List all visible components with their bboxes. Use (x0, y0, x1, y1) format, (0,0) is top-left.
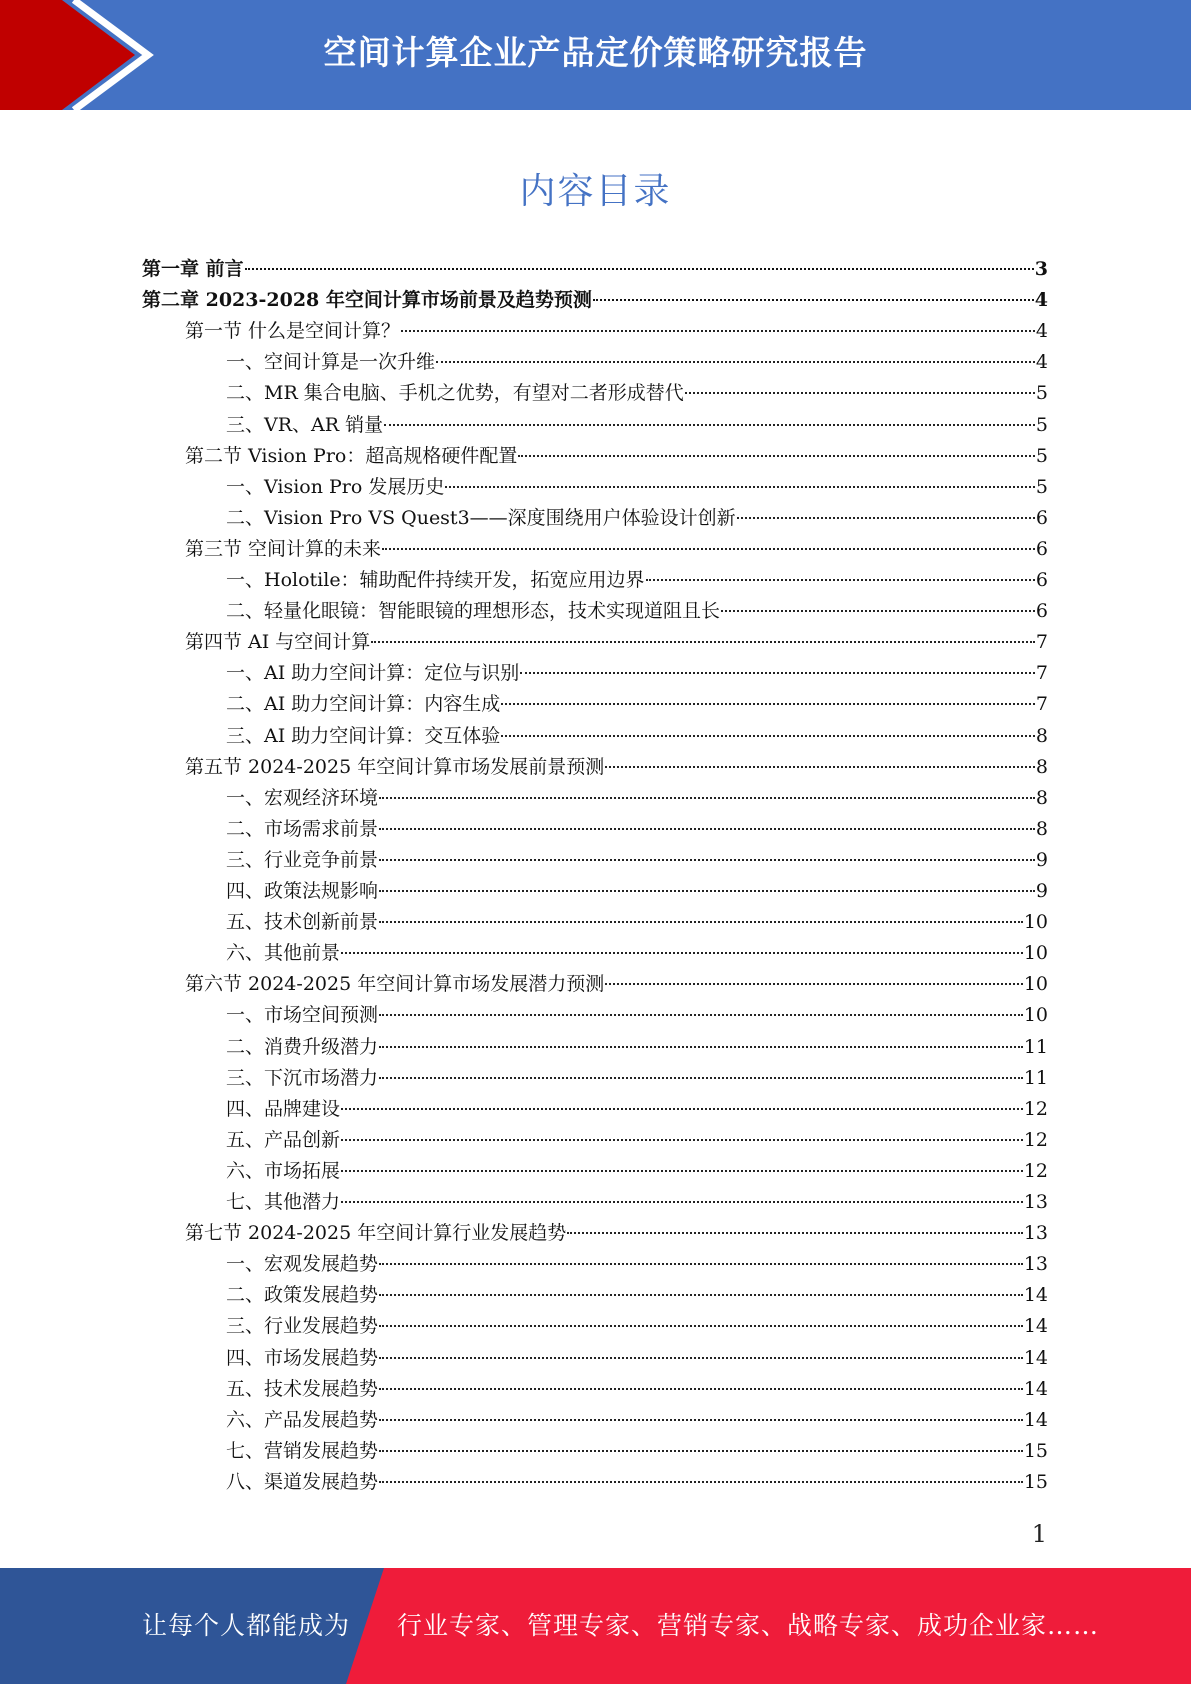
toc-entry-page: 13 (1023, 1191, 1048, 1213)
toc-leader-dots (401, 330, 1035, 332)
toc-heading: 内容目录 (519, 171, 672, 212)
toc-leader-dots (436, 361, 1035, 363)
toc-leader-dots (379, 828, 1035, 830)
toc-leader-dots (245, 268, 1034, 270)
toc-entry[interactable] (142, 254, 1048, 285)
toc-entry-label: 二、政策发展趋势 (226, 1284, 379, 1307)
toc-entry-page: 4 (1035, 320, 1048, 343)
toc-entry[interactable] (185, 752, 1048, 783)
toc-leader-dots (379, 1294, 1023, 1296)
toc-entry[interactable] (226, 347, 1048, 378)
toc-entry-page: 4 (1035, 351, 1048, 374)
toc-entry-page: 10 (1023, 942, 1048, 965)
toc-entry[interactable] (226, 1156, 1048, 1187)
toc-entry-label: 三、行业发展趋势 (226, 1315, 379, 1338)
toc-entry-page: 10 (1023, 1004, 1048, 1027)
toc-entry[interactable] (226, 721, 1048, 752)
toc-entry-label: 六、产品发展趋势 (226, 1408, 379, 1431)
toc-entry-label: 第六节 2024-2025 年空间计算市场发展潜力预测 (185, 973, 605, 996)
toc-entry[interactable] (185, 316, 1048, 347)
toc-entry-label: 第二节 Vision Pro：超高规格硬件配置 (185, 444, 518, 467)
toc-entry-label: 第七节 2024-2025 年空间计算行业发展趋势 (185, 1222, 567, 1245)
toc-entry-page: 6 (1035, 537, 1048, 560)
toc-entry[interactable] (185, 441, 1048, 472)
toc-entry-page: 6 (1035, 600, 1048, 623)
toc-leader-dots (737, 517, 1035, 519)
toc-entry-page: 8 (1035, 755, 1048, 778)
toc-entry-label: 五、技术发展趋势 (226, 1377, 379, 1400)
toc-entry[interactable] (142, 285, 1048, 316)
toc-entry-label: 一、空间计算是一次升维 (226, 351, 436, 374)
toc-leader-dots (685, 392, 1035, 394)
toc-entry-page: 12 (1023, 1159, 1048, 1182)
toc-leader-dots (379, 859, 1035, 861)
toc-leader-dots (371, 641, 1035, 643)
toc-entry-label: 三、AI 助力空间计算：交互体验 (226, 724, 501, 747)
toc-leader-dots (341, 1139, 1023, 1141)
toc-entry[interactable] (226, 410, 1048, 441)
toc-entry[interactable] (226, 1063, 1048, 1094)
toc-entry-label: 四、政策法规影响 (226, 880, 379, 902)
toc-entry[interactable] (226, 1032, 1048, 1063)
toc-entry[interactable] (226, 1249, 1048, 1280)
toc-entry-label: 一、宏观经济环境 (226, 786, 379, 809)
toc-leader-dots (379, 890, 1035, 892)
toc-entry-label: 一、市场空间预测 (226, 1004, 379, 1027)
toc-entry-label: 七、其他潜力 (226, 1191, 341, 1213)
toc-entry-label: 三、行业竞争前景 (226, 848, 379, 871)
toc-entry-page: 5 (1035, 444, 1048, 467)
toc-entry-page: 4 (1034, 289, 1048, 312)
toc-leader-dots (567, 1232, 1023, 1234)
toc-entry[interactable] (226, 876, 1048, 907)
toc-entry-label: 四、市场发展趋势 (226, 1346, 379, 1369)
toc-entry[interactable] (226, 1311, 1048, 1342)
toc-leader-dots (518, 455, 1035, 457)
toc-entry[interactable] (226, 378, 1048, 409)
header-banner (0, 0, 1191, 110)
toc-entry-page: 14 (1023, 1377, 1048, 1400)
toc-entry[interactable] (185, 627, 1048, 658)
toc-leader-dots (605, 983, 1023, 985)
toc-leader-dots (379, 1450, 1023, 1452)
toc-entry[interactable] (226, 814, 1048, 845)
toc-entry[interactable] (226, 1343, 1048, 1374)
report-title: 空间计算企业产品定价策略研究报告 (323, 33, 868, 72)
toc-leader-dots (379, 921, 1023, 923)
toc-entry-page: 9 (1035, 880, 1048, 902)
toc-entry-label: 第一节 什么是空间计算？ (185, 320, 401, 343)
toc-leader-dots (593, 299, 1034, 301)
toc-entry[interactable] (226, 1405, 1048, 1436)
toc-entry[interactable] (226, 1125, 1048, 1156)
toc-leader-dots (379, 797, 1035, 799)
toc-leader-dots (341, 1108, 1023, 1110)
toc-entry-label: 二、MR 集合电脑、手机之优势，有望对二者形成替代 (226, 382, 684, 405)
toc-entry-page: 11 (1023, 1035, 1048, 1058)
toc-entry[interactable] (226, 503, 1048, 534)
toc-entry-page: 10 (1023, 911, 1048, 934)
toc-entry-page: 13 (1023, 1222, 1048, 1245)
toc-leader-dots (605, 766, 1035, 768)
toc-entry-label: 三、下沉市场潜力 (226, 1066, 379, 1089)
toc-leader-dots (721, 610, 1035, 612)
toc-entry[interactable] (226, 907, 1048, 938)
toc-entry-page: 5 (1035, 475, 1048, 498)
toc-leader-dots (379, 1481, 1023, 1483)
toc-entry[interactable] (226, 565, 1048, 596)
toc-leader-dots (646, 579, 1035, 581)
toc-leader-dots (379, 1388, 1023, 1390)
toc-entry[interactable] (226, 1467, 1048, 1498)
toc-entry-label: 三、VR、AR 销量 (226, 413, 384, 436)
toc-entry-label: 四、品牌建设 (226, 1097, 341, 1120)
toc-entry-page: 11 (1023, 1066, 1048, 1089)
toc-entry-label: 一、Vision Pro 发展历史 (226, 475, 445, 498)
toc-entry-label: 一、宏观发展趋势 (226, 1253, 379, 1276)
toc-entry[interactable] (226, 1374, 1048, 1405)
toc-entry[interactable] (226, 1187, 1048, 1218)
toc-entry-page: 5 (1035, 413, 1048, 436)
toc-entry[interactable] (226, 689, 1048, 720)
toc-entry[interactable] (226, 1280, 1048, 1311)
toc-entry-page: 14 (1023, 1284, 1048, 1307)
toc-entry[interactable] (226, 596, 1048, 627)
toc-leader-dots (379, 1325, 1023, 1327)
toc-entry-label: 八、渠道发展趋势 (226, 1470, 379, 1493)
toc-entry-page: 12 (1023, 1128, 1048, 1151)
toc-entry-page: 13 (1023, 1253, 1048, 1276)
toc-leader-dots (384, 424, 1035, 426)
toc-leader-dots (445, 486, 1035, 488)
toc-entry-label: 二、Vision Pro VS Quest3——深度围绕用户体验设计创新 (226, 506, 736, 529)
toc-leader-dots (379, 1357, 1023, 1359)
toc-leader-dots (341, 1201, 1023, 1203)
toc-entry-page: 14 (1023, 1315, 1048, 1338)
toc-entry[interactable] (226, 472, 1048, 503)
toc-entry-label: 一、Holotile：辅助配件持续开发，拓宽应用边界 (226, 569, 645, 591)
toc-entry-label: 六、市场拓展 (226, 1159, 341, 1182)
toc-entry-label: 第二章 2023-2028 年空间计算市场前景及趋势预测 (142, 289, 592, 312)
toc-entry-label: 七、营销发展趋势 (226, 1439, 379, 1462)
toc-entry-label: 六、其他前景 (226, 942, 341, 965)
toc-entry[interactable] (185, 534, 1048, 565)
toc-entry-label: 二、AI 助力空间计算：内容生成 (226, 693, 501, 716)
toc-entry[interactable] (226, 658, 1048, 689)
toc-entry-label: 五、技术创新前景 (226, 911, 379, 934)
toc-leader-dots (382, 548, 1035, 550)
toc-entry-page: 14 (1023, 1408, 1048, 1431)
toc-leader-dots (501, 703, 1035, 705)
toc-entry[interactable] (185, 1218, 1048, 1249)
toc-entry-label: 第一章 前言 (142, 258, 244, 280)
toc-entry-label: 二、消费升级潜力 (226, 1035, 379, 1058)
footer-banner (0, 1568, 1191, 1684)
toc-entry-label: 一、AI 助力空间计算：定位与识别 (226, 662, 520, 685)
toc-entry-page: 10 (1023, 973, 1048, 996)
toc-entry[interactable] (185, 969, 1048, 1000)
toc-entry[interactable] (226, 845, 1048, 876)
toc-entry-page: 8 (1035, 817, 1048, 840)
toc-entry-page: 12 (1023, 1097, 1048, 1120)
footer-slogan-right: 行业专家、管理专家、营销专家、战略专家、成功企业家…… (397, 1611, 1100, 1640)
toc-entry-page: 7 (1035, 662, 1048, 685)
toc-entry-page: 15 (1023, 1470, 1048, 1493)
toc-entry[interactable] (226, 1000, 1048, 1031)
toc-entry-page: 7 (1035, 693, 1048, 716)
toc-entry-label: 二、市场需求前景 (226, 817, 379, 840)
toc-leader-dots (379, 1046, 1023, 1048)
toc-entry-page: 9 (1035, 848, 1048, 871)
toc-entry-label: 五、产品创新 (226, 1128, 341, 1151)
toc-entry-label: 第四节 AI 与空间计算 (185, 631, 371, 654)
toc-entry-page: 8 (1035, 724, 1048, 747)
toc-entry-page: 8 (1035, 786, 1048, 809)
toc-entry[interactable] (226, 1094, 1048, 1125)
toc-entry-label: 二、轻量化眼镜：智能眼镜的理想形态，技术实现道阻且长 (226, 600, 721, 623)
toc-entry-page: 15 (1023, 1439, 1048, 1462)
toc-leader-dots (341, 1170, 1023, 1172)
toc-entry-page: 6 (1035, 569, 1048, 591)
toc-entry-page: 5 (1035, 382, 1048, 405)
toc-entry[interactable] (226, 938, 1048, 969)
toc-leader-dots (379, 1077, 1023, 1079)
toc-leader-dots (341, 952, 1023, 954)
toc-entry[interactable] (226, 1436, 1048, 1467)
toc-leader-dots (501, 735, 1035, 737)
toc-entry-page: 14 (1023, 1346, 1048, 1369)
toc-leader-dots (379, 1419, 1023, 1421)
toc-leader-dots (379, 1263, 1023, 1265)
toc-entry-page: 3 (1034, 258, 1048, 280)
footer-slogan-left: 让每个人都能成为 (142, 1611, 351, 1640)
toc-entry-page: 6 (1035, 506, 1048, 529)
toc-entry-label: 第五节 2024-2025 年空间计算市场发展前景预测 (185, 755, 605, 778)
toc-entry-label: 第三节 空间计算的未来 (185, 537, 382, 560)
toc-entry-page: 7 (1035, 631, 1048, 654)
page-number: 1 (1031, 1520, 1047, 1548)
toc-entry[interactable] (226, 783, 1048, 814)
toc-leader-dots (520, 672, 1035, 674)
toc-leader-dots (379, 1014, 1023, 1016)
